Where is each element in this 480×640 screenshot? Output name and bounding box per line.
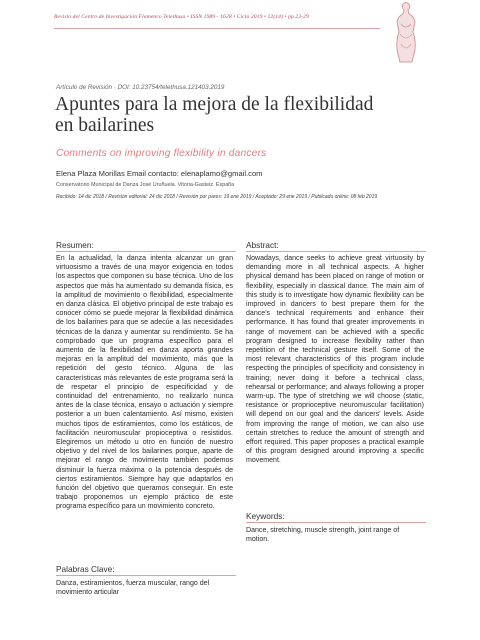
article-title: Apuntes para la mejora de la flexibilidad en bailarines: [55, 94, 374, 136]
palabras-clave-text: Danza, estiramientos, fuerza muscular, rango del movimiento articular: [56, 580, 210, 597]
keywords-heading: Keywords:: [246, 511, 285, 521]
doi-line: Artículo de Revisión · DOI: 10.23754/telethusa.121403.2019: [56, 84, 225, 91]
statue-logo-icon: [392, 0, 420, 64]
palabras-clave-heading-rule: [56, 575, 236, 576]
resumen-text: En la actualidad, la danza intenta alcanzar un gran virtuosismo a través de una mayor exigencia en todos los aspectos que componen su base técnica. Uno de los aspectos que más ha aumentado su demanda física, es la amplitud de movimiento o flexibilidad, especialmente en danza clásica. El objetivo principal de este trabajo es conocer cómo se puede mejorar la flexibilidad dinámica de los bailarines para que se adecúe a las necesidades técnicas de la danza y aumentar su rendimiento. Se ha comprobado que un programa específico para el aumento de la flexibilidad en danza aporta grandes mejoras en la amplitud del movimiento, más que la repetición del gesto técnico. Alguna de las características más relevantes de este programa será la de respetar el principio de especificidad y de continuidad del entrenamiento, no realizarlo nunca antes de la clase técnica, ensayo o actuación y siempre posterior a un buen calentamiento. Así mismo, existen muchos tipos de estiramientos, como los estáticos, de facilitación neuromuscular propioceptiva o resistidos. Elegiremos un método u otro en función de nuestro objetivo y del nivel de los bailarines porque, aparte de mejorar el rango de movimiento también podemos disminuir la fuerza máxima o la potencia después de ciertos estiramientos. Siempre hay que adaptarlos en función del objetivo que queramos conseguir. En este trabajo proponemos un ejemplo práctico de este programa específico para un movimiento concreto.: [56, 255, 233, 511]
abstract-heading: Abstract:: [246, 240, 279, 250]
palabras-clave-heading: Palabras Clave:: [56, 564, 115, 574]
abstract-heading-rule: [246, 251, 426, 252]
header-rule: [54, 28, 380, 29]
resumen-heading: Resumen:: [56, 240, 94, 250]
keywords-heading-rule: [246, 522, 426, 523]
article-subtitle: Comments on improving flexibility in dancers: [56, 148, 267, 159]
article-dates: Recibido: 14 dic 2018 / Revisión editorial: 24 dic 2018 / Revisión por pares: 19 ene 2019 / Aceptado: 29 ene 2019 / Publicado online: 08 feb 2019: [56, 194, 378, 200]
journal-header-line: Revista del Centro de Investigación Flamenco Telethusa • ISSN 1989 - 1628 • Ciclo 2019 • 12(14) • pp.23-29: [54, 14, 309, 20]
affiliation: Conservatorio Municipal de Danza José Uruñuela. Vitoria-Gasteiz. España: [56, 182, 235, 188]
abstract-text: Nowadays, dance seeks to achieve great virtuosity by demanding more in all technical aspects. A higher physical demand has been placed on range of motion or flexibility, especially in classical dance. The main aim of this study is to investigate how dynamic flexibility can be improved in dancers to best prepare them for the dance's technical requirements and enhance their performance. It has found that greater improvements in range of movement can be achieved with a specific program designed to increase flexibility rather than repetition of the technical gesture itself. Some of the most relevant characteristics of this program include respecting the principles of specificity and consistency in training; never doing it before a technical class, rehearsal or performance; and always following a proper warm-up. The type of stretching we will choose (static, resistance or proprioceptive neuromuscular facilitation) will depend on our goal and the dancers' levels. Aside from improving the range of motion, we can also use certain stretches to reduce the amount of strength and effort required. This paper proposes a practical example of this program designed around improving a specific movement.: [246, 255, 424, 465]
resumen-heading-rule: [56, 251, 236, 252]
author-line: Elena Plaza Morillas Email contacto: elenaplamo@gmail.com: [56, 169, 263, 178]
keywords-text: Dance, stretching, muscle strength, joint range of motion.: [246, 527, 400, 544]
